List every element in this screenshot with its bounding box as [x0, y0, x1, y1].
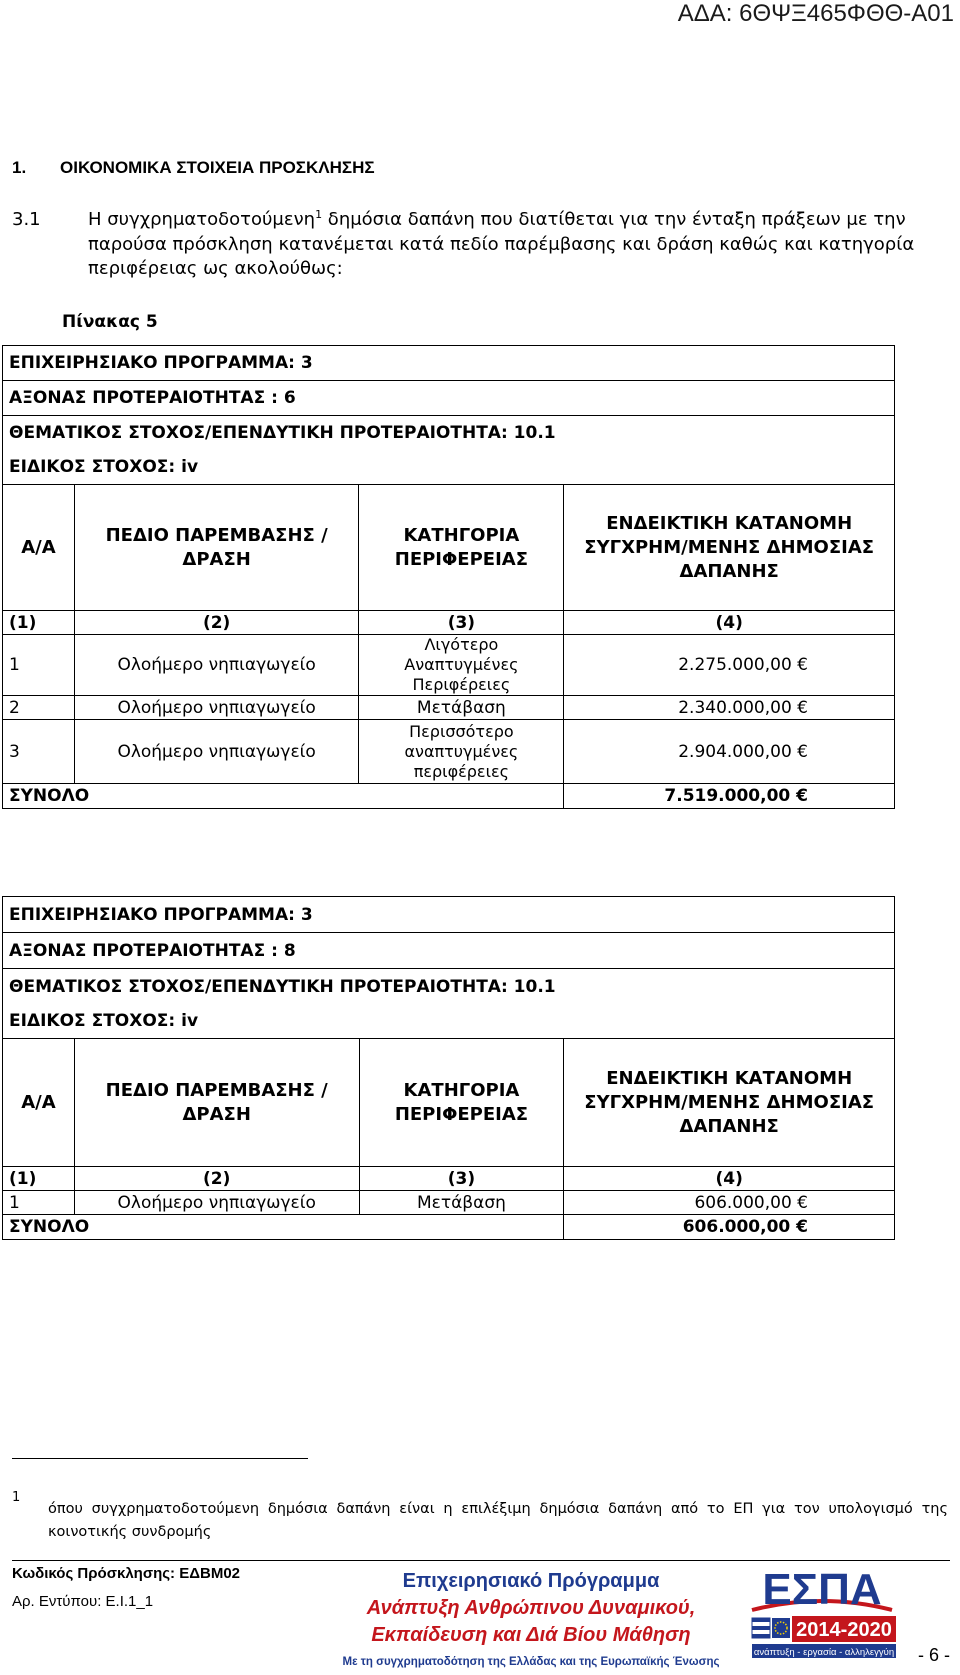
- form-number: Αρ. Εντύπου: Ε.Ι.1_1: [12, 1593, 154, 1610]
- row-category: Μετάβαση: [359, 696, 564, 720]
- paragraph-line3: περιφέρειας ως ακολούθως:: [88, 258, 343, 279]
- table-row: [3, 1191, 895, 1215]
- col-header-amount: ΕΝΔΕΙΚΤΙΚΗ ΚΑΤΑΝΟΜΗ ΣΥΓΧΡΗΜ/ΜΕΝΗΣ ΔΗΜΟΣΙΑΣ ΔΑΠΑΝΗΣ: [564, 1039, 895, 1167]
- section-heading: [12, 158, 375, 178]
- op-row: ΕΠΙΧΕΙΡΗΣΙΑΚΟ ΠΡΟΓΡΑΜΜΑ: 3: [3, 897, 895, 933]
- row-amount: 2.275.000,00 €: [564, 635, 895, 696]
- col-header-aa: Α/Α: [3, 1039, 75, 1167]
- program-line2: Ανάπτυξη Ανθρώπινου Δυναμικού,: [366, 1597, 696, 1619]
- row-field: Ολοήμερο νηπιαγωγείο: [74, 1191, 359, 1215]
- specific-row: ΕΙΔΙΚΟΣ ΣΤΟΧΟΣ: iv: [3, 451, 895, 485]
- footnote-mark: 1: [12, 1490, 21, 1505]
- footnote-ref[interactable]: 1: [315, 208, 323, 221]
- total-label: ΣΥΝΟΛΟ: [3, 1215, 564, 1240]
- intro-paragraph: [12, 203, 942, 282]
- espa-logo-text: ΕΣΠΑ: [762, 1565, 882, 1614]
- table-row: [3, 720, 895, 784]
- col-num-2: (2): [74, 611, 359, 635]
- col-header-field: ΠΕΔΙΟ ΠΑΡΕΜΒΑΣΗΣ / ΔΡΑΣΗ: [74, 1039, 359, 1167]
- program-line1: Επιχειρησιακό Πρόγραμμα: [402, 1570, 660, 1592]
- row-category: Λιγότερο Αναπτυγμένες Περιφέρειες: [359, 635, 564, 696]
- espa-logo-icon: [748, 1562, 896, 1674]
- total-amount: 7.519.000,00 €: [564, 784, 895, 809]
- col-header-aa: Α/Α: [3, 485, 75, 611]
- col-header-category: ΚΑΤΗΓΟΡΙΑ ΠΕΡΙΦΕΡΕΙΑΣ: [359, 1039, 564, 1167]
- col-num-3: (3): [359, 611, 564, 635]
- table-caption: Πίνακας 5: [62, 312, 158, 332]
- paragraph-line1b: δημόσια δαπάνη που διατίθεται για την ένταξη πράξεων με την: [322, 209, 906, 230]
- col-header-category: ΚΑΤΗΓΟΡΙΑ ΠΕΡΙΦΕΡΕΙΑΣ: [359, 485, 564, 611]
- paragraph-line2: παρούσα πρόσκληση κατανέμεται κατά πεδίο παρέμβασης και δράση καθώς και κατηγορία: [88, 233, 915, 255]
- row-aa: 1: [3, 635, 75, 696]
- espa-years: 2014-2020: [796, 1619, 892, 1641]
- col-num-4: (4): [564, 611, 895, 635]
- op-row: ΕΠΙΧΕΙΡΗΣΙΑΚΟ ΠΡΟΓΡΑΜΜΑ: 3: [3, 346, 895, 381]
- allocation-table-axis-8: [2, 896, 895, 1240]
- specific-row: ΕΙΔΙΚΟΣ ΣΤΟΧΟΣ: iv: [3, 1005, 895, 1039]
- call-code: Κωδικός Πρόσκλησης: ΕΔΒΜ02: [12, 1565, 241, 1582]
- row-amount: 2.340.000,00 €: [564, 696, 895, 720]
- program-line3: Εκπαίδευση και Διά Βίου Μάθηση: [371, 1624, 691, 1646]
- footnote-separator: [12, 1458, 308, 1459]
- row-aa: 3: [3, 720, 75, 784]
- paragraph-line1a: Η συγχρηματοδοτούμενη: [88, 209, 316, 230]
- page-number: - 6 -: [917, 1645, 950, 1665]
- row-field: Ολοήμερο νηπιαγωγείο: [74, 720, 359, 784]
- col-num-3: (3): [359, 1167, 564, 1191]
- section-number: 1.: [12, 158, 27, 177]
- footer-separator: [12, 1560, 950, 1561]
- paragraph-number: 3.1: [12, 209, 41, 230]
- row-aa: 1: [3, 1191, 75, 1215]
- row-category: Μετάβαση: [359, 1191, 564, 1215]
- row-amount: 2.904.000,00 €: [564, 720, 895, 784]
- axis-row: ΑΞΟΝΑΣ ΠΡΟΤΕΡΑΙΟΤΗΤΑΣ : 6: [3, 381, 895, 416]
- table-row: [3, 635, 895, 696]
- col-num-2: (2): [74, 1167, 359, 1191]
- program-line4: Με τη συγχρηματοδότηση της Ελλάδας και της Ευρωπαϊκής Ένωσης: [342, 1656, 720, 1668]
- ada-code: ΑΔΑ: 6ΘΨΞ465ΦΘΘ-Α01: [677, 0, 954, 27]
- col-header-amount: ΕΝΔΕΙΚΤΙΚΗ ΚΑΤΑΝΟΜΗ ΣΥΓΧΡΗΜ/ΜΕΝΗΣ ΔΗΜΟΣΙΑΣ ΔΑΠΑΝΗΣ: [564, 485, 895, 611]
- row-aa: 2: [3, 696, 75, 720]
- row-field: Ολοήμερο νηπιαγωγείο: [74, 696, 359, 720]
- total-row: [3, 1215, 895, 1240]
- program-logo-text: [336, 1568, 726, 1671]
- footnote-text: όπου συγχρηματοδοτούμενη δημόσια δαπάνη είναι η επιλέξιμη δημόσια δαπάνη από το ΕΠ για τον υπολογισμό της κοινοτικής συνδρομής: [48, 1501, 948, 1540]
- total-row: [3, 784, 895, 809]
- table-row: [3, 696, 895, 720]
- thematic-row: ΘΕΜΑΤΙΚΟΣ ΣΤΟΧΟΣ/ΕΠΕΝΔΥΤΙΚΗ ΠΡΟΤΕΡΑΙΟΤΗΤΑ: 10.1: [3, 416, 895, 451]
- allocation-table-axis-6: [2, 345, 895, 809]
- col-header-field: ΠΕΔΙΟ ΠΑΡΕΜΒΑΣΗΣ / ΔΡΑΣΗ: [74, 485, 359, 611]
- espa-slogan: ανάπτυξη - εργασία - αλληλεγγύη: [753, 1647, 895, 1658]
- row-field: Ολοήμερο νηπιαγωγείο: [74, 635, 359, 696]
- col-num-4: (4): [564, 1167, 895, 1191]
- total-amount: 606.000,00 €: [564, 1215, 895, 1240]
- row-category: Περισσότερο αναπτυγμένες περιφέρειες: [359, 720, 564, 784]
- row-amount: 606.000,00 €: [564, 1191, 895, 1215]
- thematic-row: ΘΕΜΑΤΙΚΟΣ ΣΤΟΧΟΣ/ΕΠΕΝΔΥΤΙΚΗ ΠΡΟΤΕΡΑΙΟΤΗΤΑ: 10.1: [3, 969, 895, 1005]
- total-label: ΣΥΝΟΛΟ: [3, 784, 564, 809]
- section-title: ΟΙΚΟΝΟΜΙΚΑ ΣΤΟΙΧΕΙΑ ΠΡΟΣΚΛΗΣΗΣ: [60, 158, 375, 177]
- axis-row: ΑΞΟΝΑΣ ΠΡΟΤΕΡΑΙΟΤΗΤΑΣ : 8: [3, 933, 895, 969]
- col-num-1: (1): [3, 1167, 75, 1191]
- col-num-1: (1): [3, 611, 75, 635]
